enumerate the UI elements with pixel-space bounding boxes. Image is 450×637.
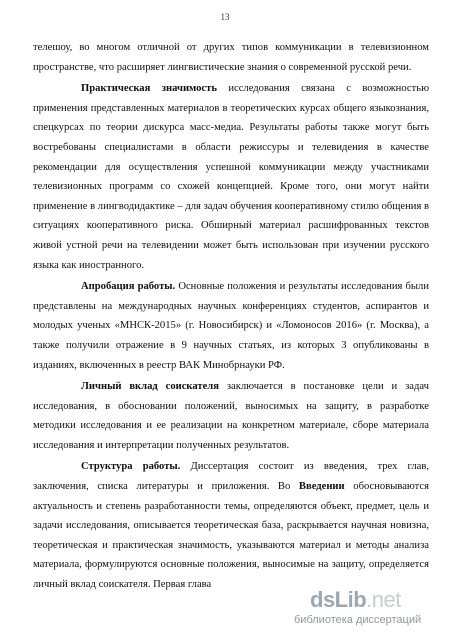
paragraph-heading: Структура работы. bbox=[81, 461, 181, 473]
paragraph-structure bbox=[33, 457, 429, 594]
paragraph-text: обосновываются актуальность и степень разработанности темы, определяются объект, предмет, цель и задачи исследования, описывается теоретическая база, раскрывается научная новизна, теоретическая и практическая значимость, указываются материал и методы анализа материала, формулируются основные положения, выносимые на защиту, определяется личный вклад соискателя. Первая глава bbox=[33, 481, 430, 591]
paragraph-text: телешоу, во многом отличной от других типов коммуникации в телевизионном пространстве, что расширяет лингвистические знания о современной русской речи. bbox=[33, 42, 429, 73]
paragraph-practical-significance bbox=[33, 79, 429, 275]
paragraph-personal-contribution bbox=[33, 377, 429, 455]
watermark[interactable] bbox=[292, 585, 442, 633]
paragraph-text: Диссертация состоит из введения, трех глав, заключения, списка литературы и приложения. Во bbox=[33, 461, 429, 493]
watermark-logo bbox=[310, 587, 401, 613]
paragraph-text: Основные положения и результаты исследования были представлены на международных научных конференциях студентов, аспирантов и молодых ученых «МНСК-2015» (г. Новосибирск) и «Ломоносов 2016» (г. Москва), а также получили отражение в 9 научных статьях, из которых 3 опубликованы в изданиях, включенных в реестр ВАК Минобрнауки РФ. bbox=[33, 281, 429, 371]
paragraph-inline-bold: Введении bbox=[298, 481, 345, 493]
page-number: 13 bbox=[220, 12, 230, 22]
paragraph-text: исследования связана с возможностью применения представленных материалов в теоретических курсах общего языкознания, спецкурсах по теории дискурса масс-медиа. Результаты работы также могут быть востребованы специалистами в области режиссуры и телевидения в качестве рекомендации для осуществления успешной коммуникации между участниками телевизионных программ со схожей концепцией. Кроме того, они могут найти применение в лингводидактике – для задач обучения кооперативному стилю общения в ситуациях кооперативного риска. Обширный материал расшифрованных текстов живой устной речи на телевидении может быть использован при изучении русского языка как иностранного. bbox=[33, 83, 429, 271]
paragraph-heading: Апробация работы. bbox=[81, 281, 176, 293]
paragraph-heading: Личный вклад соискателя bbox=[81, 381, 219, 393]
paragraph-continuation bbox=[33, 38, 429, 77]
paragraph-heading: Практическая значимость bbox=[81, 83, 217, 95]
document-body bbox=[33, 38, 429, 595]
paragraph-approbation bbox=[33, 277, 429, 375]
watermark-logo-ext: .net bbox=[366, 587, 401, 612]
watermark-logo-main: dsLib bbox=[310, 587, 367, 612]
watermark-caption: библиотека диссертаций bbox=[294, 614, 422, 626]
paragraph-text: заключается в постановке цели и задач исследования, в обосновании положений, выносимых на защиту, в разработке методики исследования и ее реализации на конкретном материале, сборе материала исследования и интерпретации полученных результатов. bbox=[33, 381, 429, 451]
